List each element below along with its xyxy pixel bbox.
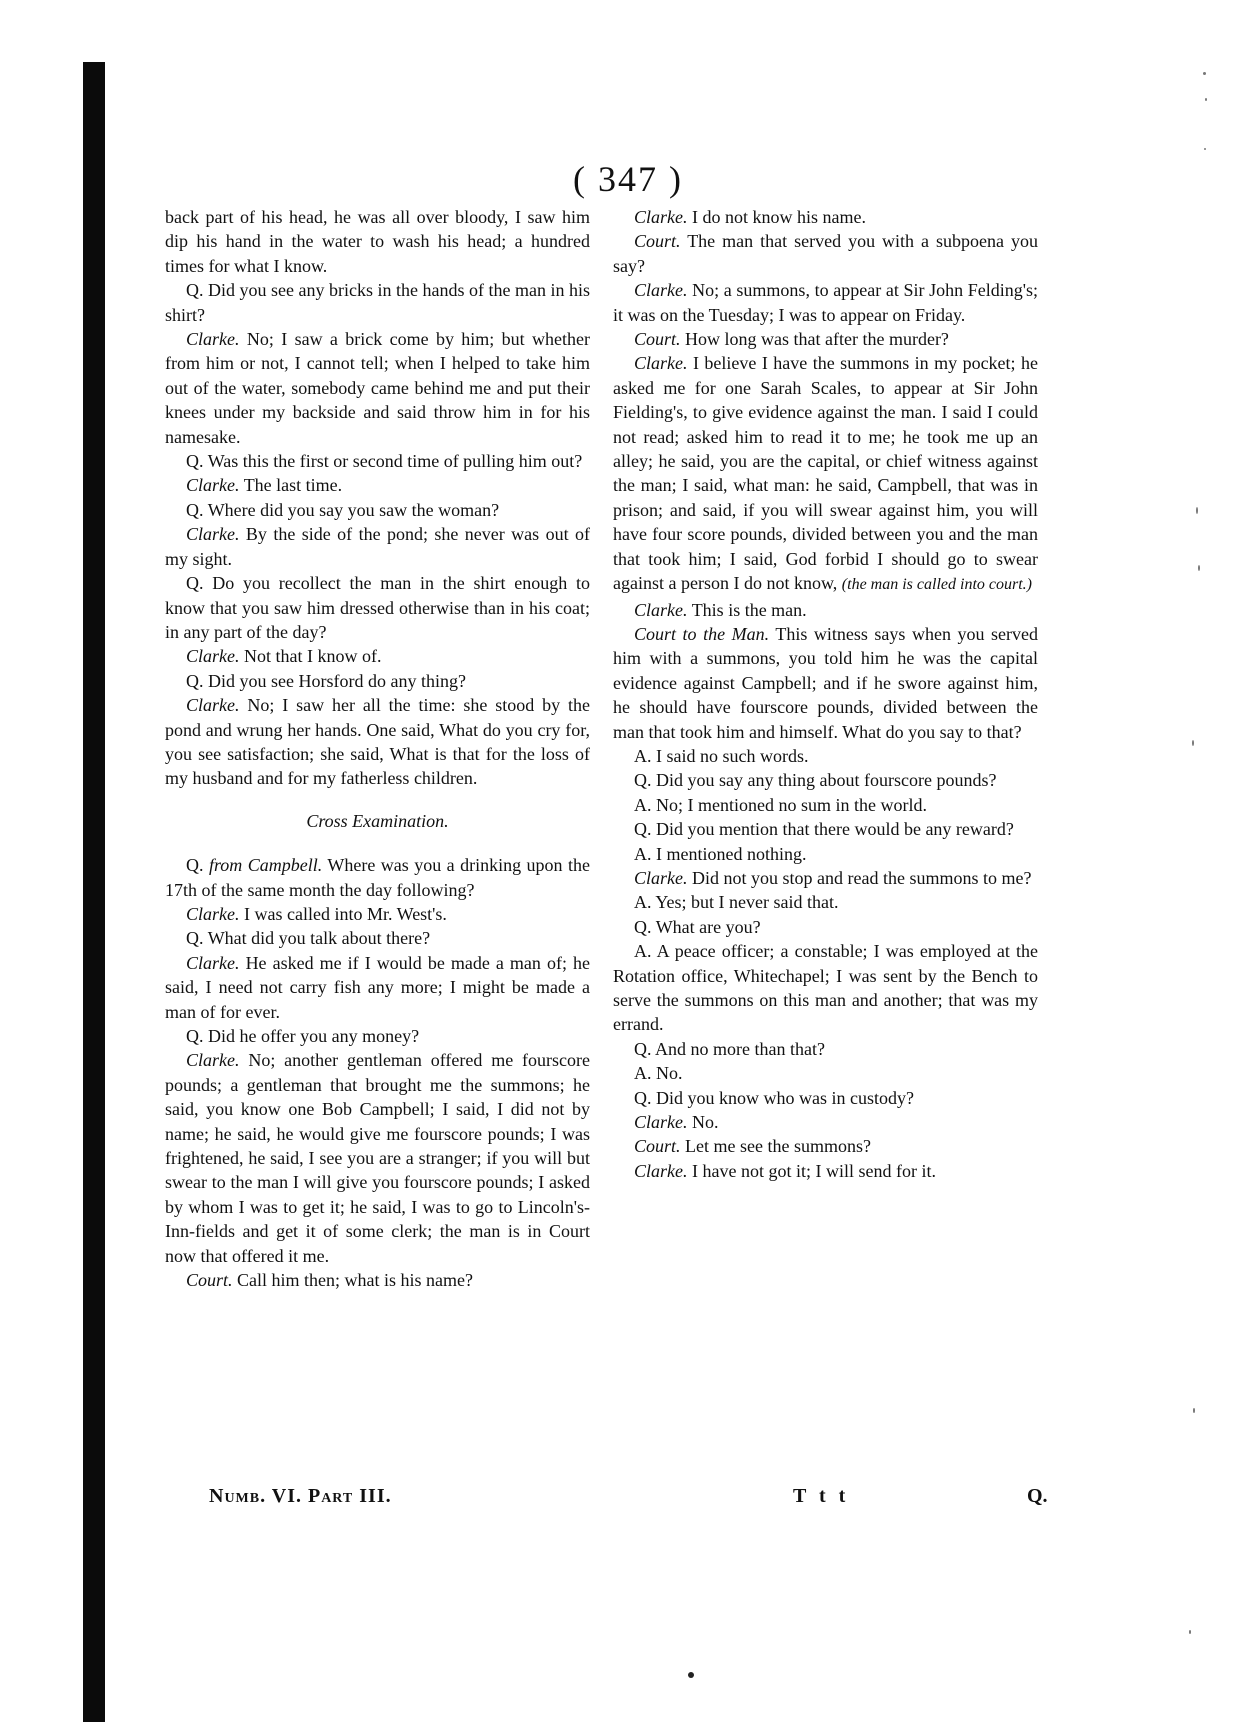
paragraph-text: Did he offer you any money? [208, 1026, 420, 1046]
paragraph [613, 1086, 1038, 1110]
left-column [165, 205, 590, 1292]
speaker-label: Clarke. [186, 903, 240, 924]
paragraph-text: No; I mentioned no sum in the world. [656, 794, 927, 815]
speaker-label: Clarke. [186, 646, 240, 667]
qa-marker: A. [634, 941, 652, 962]
paragraph [613, 327, 1038, 351]
speaker-label: Court. [634, 1136, 681, 1157]
speaker-label: Clarke. [186, 475, 240, 496]
paragraph [165, 853, 590, 902]
paragraph-text: No; a summons, to appear at Sir John Felding's; it was on the Tuesday; I was to appear on Friday. [613, 280, 1039, 325]
qa-marker: Q. [634, 1038, 652, 1059]
paragraph-text: A peace officer; a constable; I was employed at the Rotation office, Whitechapel; I was sent by the Bench to serve the summons on this man and another; that was my errand. [613, 941, 1038, 1035]
paragraph-text: The last time. [243, 475, 343, 496]
paragraph-text: This witness says when you served him with a summons, you told him he was the capital evidence against Campbell; and if he swore against him, he should have fourscore pounds, divided between the man that took him and himself. What do you say to that? [613, 623, 1039, 742]
paragraph-text: No; another gentleman offered me fourscore pounds; a gentleman that brought me the summons; he said, you know one Bob Campbell; I said, I did not by name; he said, he would give me fourscore pounds; I was frightened, he said, I see you are a stranger; if you will but swear to the man I will give you fourscore pounds; I asked by whom I was to get it; he said, I was to go to Lincoln's-Inn-fields and get it of some clerk; the man is in Court now that offered it me. [165, 1050, 590, 1266]
paragraph [613, 1061, 1038, 1085]
sheet-mark: T t t [793, 1485, 850, 1507]
paragraph-text: Let me see the summons? [685, 1136, 871, 1157]
paragraph-text: No. [692, 1112, 719, 1133]
speaker-label: Clarke. [186, 524, 240, 545]
paragraph [613, 744, 1038, 768]
paragraph-text: back part of his head, he was all over bloody, I saw him dip his hand in the water to wash his head; a hundred times for what I know. [165, 207, 590, 276]
qa-marker: A. [634, 745, 652, 766]
paragraph [165, 1024, 590, 1048]
qa-marker: Q. [634, 770, 652, 791]
speaker-label: Clarke. [634, 207, 688, 227]
paragraph-text: Did you mention that there would be any reward? [656, 819, 1014, 840]
paragraph-text: I do not know his name. [692, 207, 866, 227]
paragraph-text: And no more than that? [655, 1038, 825, 1059]
margin-speck [1205, 98, 1207, 101]
paragraph-text: I said no such words. [656, 745, 809, 766]
qa-marker: A. [634, 794, 652, 815]
paragraph [165, 278, 590, 327]
qa-marker: Q. [186, 573, 204, 594]
qa-marker: Q. [186, 1026, 204, 1046]
paragraph [613, 842, 1038, 866]
paragraph [613, 939, 1038, 1037]
paragraph [165, 951, 590, 1024]
qa-marker: Q. [186, 855, 204, 876]
paragraph [613, 351, 1038, 597]
paragraph [613, 1134, 1038, 1158]
speaker-label: Court. [634, 329, 681, 350]
margin-speck [1198, 565, 1200, 571]
qa-marker: Q. [186, 280, 204, 301]
paragraph-text: No; I saw her all the time: she stood by the pond and wrung her hands. One said, What do you cry for, you see satisfaction; she said, What is that for the loss of my husband and for my fatherless children. [165, 695, 591, 789]
paragraph-text: Did not you stop and read the summons to me? [692, 867, 1032, 888]
paragraph-text: Call him then; what is his name? [237, 1270, 473, 1291]
margin-speck [1192, 740, 1194, 746]
paragraph [613, 1110, 1038, 1134]
paragraph [165, 205, 590, 278]
paragraph [165, 693, 590, 791]
paragraph [613, 866, 1038, 890]
margin-speck [1193, 1408, 1195, 1413]
paragraph [165, 644, 590, 668]
paragraph-text: Do you recollect the man in the shirt enough to know that you saw him dressed otherwise than in his coat; in any part of the day? [165, 573, 591, 642]
paragraph [613, 1159, 1038, 1183]
paragraph-text: Did you know who was in custody? [656, 1087, 914, 1108]
speaker-label: Clarke. [186, 1050, 240, 1071]
speaker-label: Court to the Man. [634, 623, 770, 644]
qa-marker: Q. [186, 499, 204, 520]
margin-speck [1204, 148, 1206, 150]
speaker-label: Clarke. [186, 952, 240, 973]
paragraph [613, 915, 1038, 939]
paragraph [613, 205, 1038, 229]
paragraph [165, 327, 590, 449]
paragraph [165, 571, 590, 644]
paragraph [165, 669, 590, 693]
qa-marker: Q. [186, 451, 204, 472]
qa-marker: A. [634, 892, 652, 913]
paragraph-text: Yes; but I never said that. [655, 892, 839, 913]
speaker-label: Clarke. [186, 329, 240, 350]
speaker-label: Court. [634, 231, 681, 252]
section-heading: Cross Examination. [306, 810, 449, 831]
paragraph [165, 902, 590, 926]
right-column [613, 205, 1038, 1183]
paragraph-text: Did you say any thing about fourscore pounds? [656, 770, 997, 791]
paragraph-text: Did you see any bricks in the hands of the man in his shirt? [165, 280, 591, 325]
paragraph-text: What did you talk about there? [207, 928, 431, 949]
qa-marker: Q. [634, 1087, 652, 1108]
paragraph [165, 473, 590, 497]
paragraph [613, 890, 1038, 914]
paragraph [613, 598, 1038, 622]
paragraph [613, 793, 1038, 817]
stage-note: (the man is called into court.) [841, 576, 1032, 594]
qa-marker: A. [634, 843, 652, 864]
paragraph [165, 498, 590, 522]
paragraph-text: Not that I know of. [244, 646, 382, 667]
paragraph-text: Where did you say you saw the woman? [207, 499, 500, 520]
paragraph [613, 768, 1038, 792]
qa-marker: Q. [186, 928, 204, 949]
paragraph [165, 522, 590, 571]
paragraph-text: I have not got it; I will send for it. [692, 1160, 936, 1181]
qa-marker: Q. [634, 916, 652, 937]
speaker-label: Clarke. [634, 867, 688, 888]
paragraph-text: This is the man. [691, 599, 807, 620]
page-number: ( 347 ) [573, 159, 683, 199]
speaker-label: Clarke. [634, 353, 688, 374]
qa-marker: A. [634, 1063, 652, 1084]
paragraph-text: I mentioned nothing. [656, 843, 807, 864]
margin-speck [1189, 1630, 1191, 1634]
paragraph-text: No; I saw a brick come by him; but whether from him or not, I cannot tell; when I helped to take him out of the water, somebody came behind me and put their knees under my backside and said throw him in for his namesake. [165, 329, 590, 447]
qa-marker: Q. [186, 670, 204, 691]
paragraph-text: I believe I have the summons in my pocket; he asked me for one Sarah Scales, to appear at Sir John Fielding's, to give evidence against the man. I said I could not read; asked him to read it to me; he took me up an alley; he said, you are the capital, or chief witness against the man; I said, what man: he said, Campbell, that was in prison; and said, if you will swear against him, you will have four score pounds, divided between you and the man that took him; I said, God forbid I should go to swear against a person I do not know, [613, 353, 1038, 594]
paragraph [165, 926, 590, 950]
speaker-label: Clarke. [186, 695, 240, 716]
paragraph [613, 229, 1038, 278]
paragraph-text: Where was you a drinking upon the 17th of the same month the day following? [165, 855, 590, 900]
page-footer [165, 1485, 1048, 1515]
paragraph [165, 449, 590, 473]
paragraph-text: Was this the first or second time of pulling him out? [207, 451, 583, 472]
qa-marker: Q. [634, 819, 652, 840]
margin-speck [1196, 507, 1198, 514]
paragraph [613, 817, 1038, 841]
margin-speck [1203, 72, 1206, 75]
speaker-label: Clarke. [634, 1160, 688, 1181]
speaker-label: from Campbell. [208, 855, 323, 876]
speaker-label: Clarke. [634, 280, 688, 301]
signature-mark: Numb. VI. Part III. [209, 1485, 392, 1507]
paragraph-text: Did you see Horsford do any thing? [208, 670, 466, 691]
paragraph [613, 622, 1038, 744]
paragraph-text: I was called into Mr. West's. [244, 903, 447, 924]
paragraph [165, 1268, 590, 1292]
speaker-label: Clarke. [634, 599, 688, 620]
paragraph-text: No. [656, 1063, 683, 1084]
paragraph [613, 1037, 1038, 1061]
speaker-label: Clarke. [634, 1112, 688, 1133]
binding-shadow [83, 62, 105, 1722]
paragraph-text: The man that served you with a subpoena you say? [613, 231, 1038, 276]
paragraph-text: He asked me if I would be made a man of; he said, I need not carry fish any more; I might be made a man of for ever. [165, 952, 591, 1022]
catchword: Q. [1027, 1485, 1048, 1507]
speaker-label: Court. [186, 1270, 233, 1291]
margin-speck [688, 1672, 694, 1678]
paragraph-text: What are you? [655, 916, 761, 937]
paragraph-text: How long was that after the murder? [685, 329, 949, 350]
paragraph-text: By the side of the pond; she never was out of my sight. [165, 524, 591, 569]
paragraph [165, 1048, 590, 1268]
paragraph [613, 278, 1038, 327]
